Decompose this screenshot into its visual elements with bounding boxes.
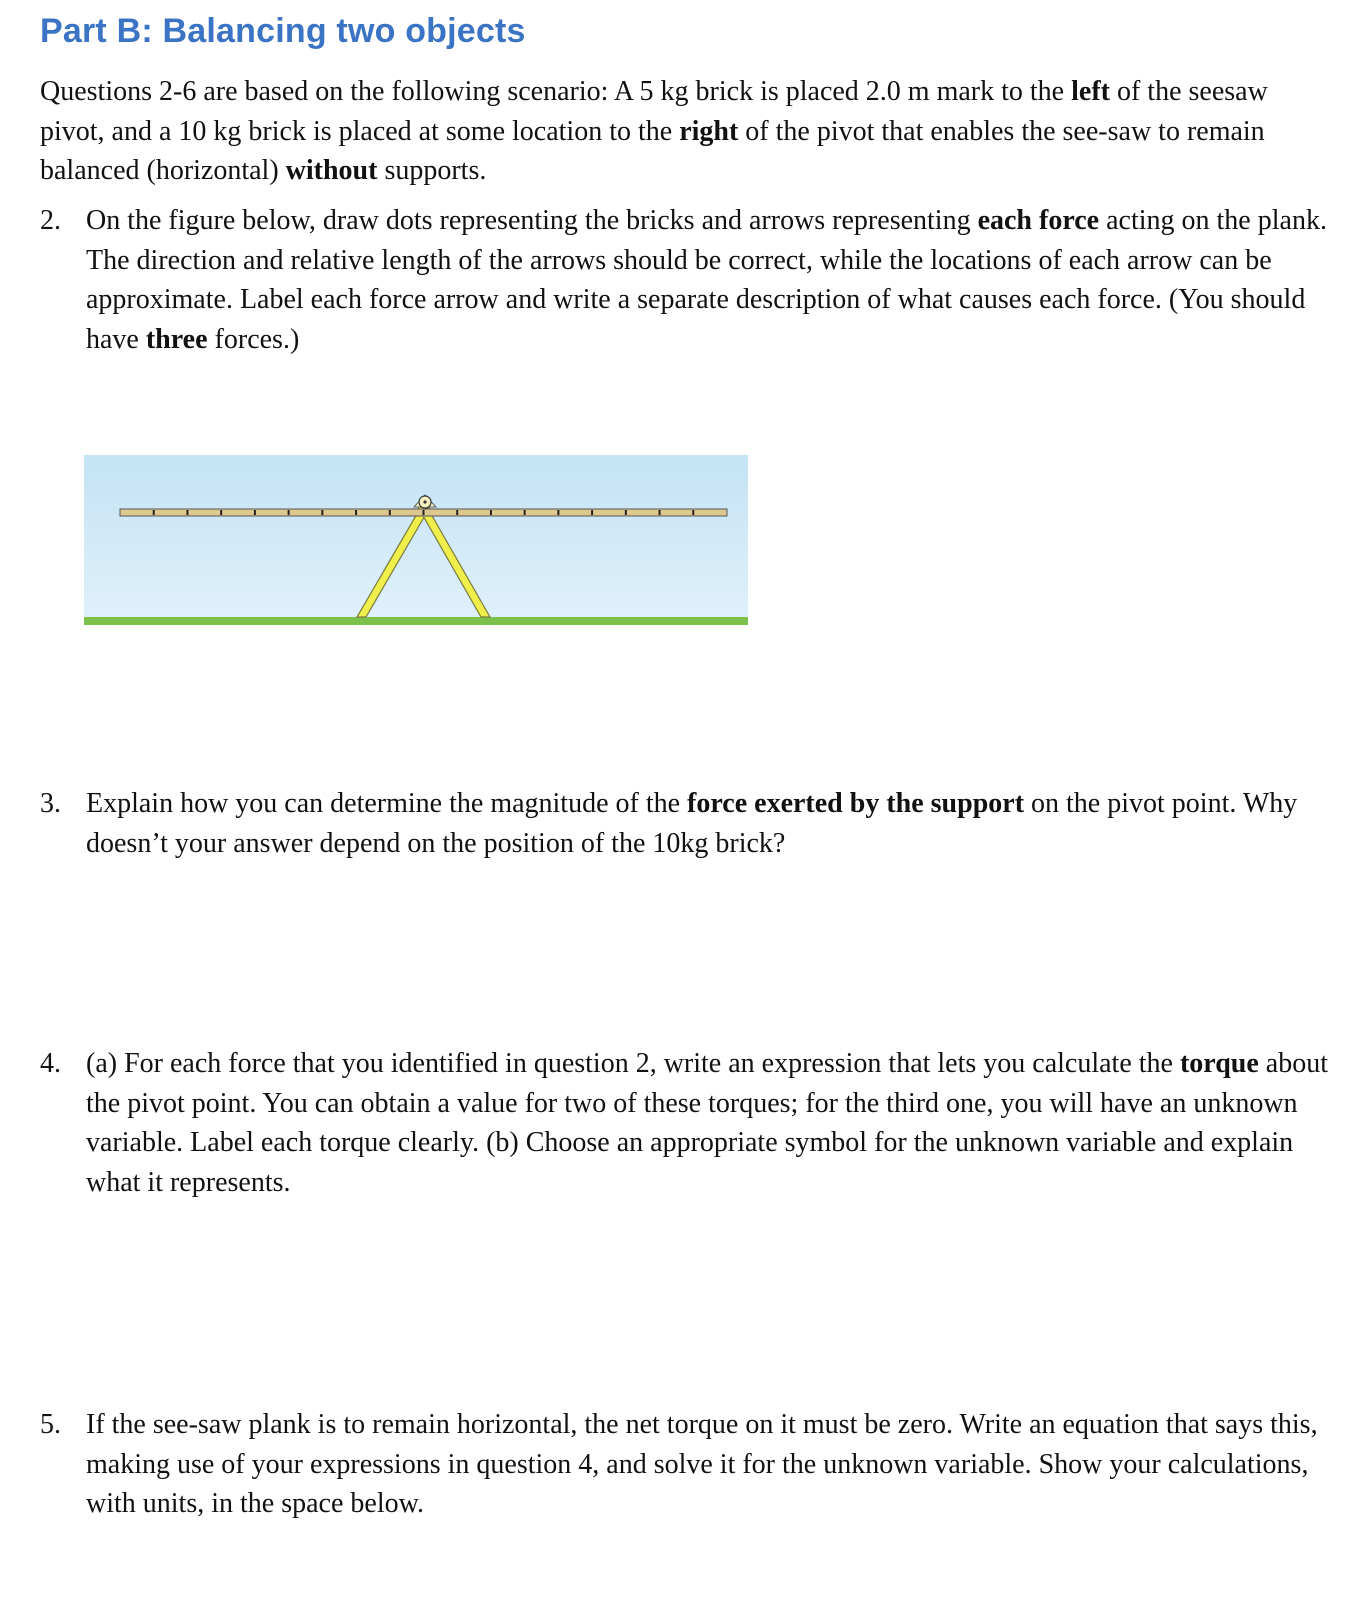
- question-2-number: 2.: [40, 205, 61, 236]
- q5-text-1: If the see-saw plank is to remain horizontal, the net torque on it must be zero. Write an equation that says this, making use of your expressions in question 4, and solve it for the unknown variable. Show your calculations, with units, in the space below.: [86, 1409, 1318, 1519]
- scenario-text-3: of the pivot that enables the see-saw to remain balanced (horizontal): [40, 115, 1265, 186]
- question-3: [40, 784, 1340, 863]
- question-3-text: [86, 784, 1338, 863]
- q4-bold-torque: torque: [1179, 1048, 1259, 1079]
- question-4-text: [86, 1044, 1338, 1202]
- scenario-paragraph: [40, 72, 1330, 191]
- scenario-text-2: of the seesaw pivot, and a 10 kg brick is placed at some location to the: [40, 76, 1268, 147]
- ground-strip: [84, 617, 748, 625]
- question-4: [40, 1044, 1340, 1202]
- scenario-bold-left: left: [1071, 76, 1110, 107]
- sky-background: [84, 455, 748, 617]
- q4-text-2: about the pivot point. You can obtain a value for two of these torques; for the third one, you will have an unknown variable. Label each torque clearly. (b) Choose an appropriate symbol for the unknown variable and explain what it represents.: [86, 1048, 1329, 1198]
- scenario-bold-right: right: [679, 115, 739, 147]
- q2-text-2: acting on the plank. The direction and relative length of the arrows should be correct, while the locations of each arrow can be approximate. Label each force arrow and write a separate description of what causes each force. (You should have: [86, 205, 1327, 355]
- q2-bold-each-force: each force: [977, 205, 1100, 236]
- q2-text-3: forces.): [207, 323, 300, 355]
- question-4-number: 4.: [40, 1048, 61, 1079]
- scenario-text-1: Questions 2-6 are based on the following scenario: A 5 kg brick is placed 2.0 m mark to the: [40, 76, 1072, 107]
- q3-text-2: on the pivot point. Why doesn’t your answer depend on the position of the 10kg brick?: [86, 788, 1298, 859]
- scenario-text-4: supports.: [377, 155, 487, 186]
- seesaw-figure: [84, 455, 748, 625]
- q4-text-1: (a) For each force that you identified in question 2, write an expression that lets you calculate the: [86, 1048, 1180, 1079]
- question-3-number: 3.: [40, 788, 61, 819]
- question-5-text: [86, 1405, 1338, 1524]
- q2-text-1: On the figure below, draw dots representing the bricks and arrows representing: [86, 205, 978, 236]
- question-2: [40, 201, 1340, 359]
- scenario-bold-without: without: [285, 155, 378, 186]
- question-5: [40, 1405, 1340, 1524]
- question-2-text: [86, 201, 1338, 359]
- question-5-number: 5.: [40, 1409, 61, 1440]
- q2-bold-three: three: [145, 323, 208, 355]
- q3-bold-force-support: force exerted by the support: [687, 788, 1025, 819]
- q3-text-1: Explain how you can determine the magnitude of the: [86, 788, 688, 819]
- section-heading: Part B: Balancing two objects: [40, 12, 526, 50]
- pivot-pin-center: [423, 500, 426, 503]
